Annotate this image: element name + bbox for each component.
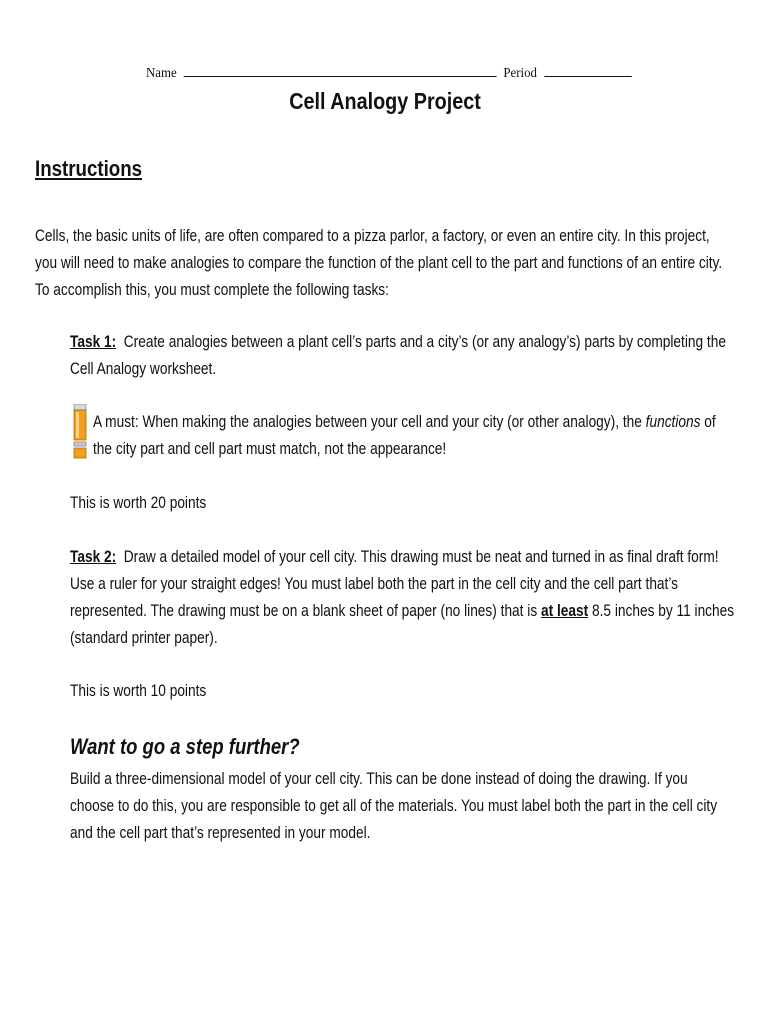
must-text-after: of the city part and cell part must match, not the appearance! (93, 413, 716, 458)
further-heading: Want to go a step further? (70, 734, 300, 759)
task2-paragraph (70, 544, 742, 652)
task2-text-after: 8.5 inches by 11 inches (standard printer paper). (70, 602, 735, 647)
instructions-heading: Instructions (35, 156, 143, 181)
task2-label: Task 2: (70, 548, 117, 566)
task2-points: This is worth 10 points (70, 682, 207, 700)
page-title: Cell Analogy Project (289, 88, 481, 114)
period-label: Period (503, 66, 537, 81)
intro-paragraph: Cells, the basic units of life, are often compared to a pizza parlor, a factory, or even an entire city. In this project, you will need to make analogies to compare the function of the plant cell to the part and functions of an entire city. To accomplish this, you must complete the following tasks: (35, 227, 723, 299)
name-period-line (146, 64, 631, 82)
task1-points: This is worth 20 points (70, 494, 207, 512)
must-note (93, 409, 732, 463)
task2-emphasis: at least (540, 602, 589, 620)
must-text-before: A must: When making the analogies between your cell and your city (or other analogy), the (93, 413, 646, 431)
task1-label: Task 1: (70, 333, 117, 351)
name-label: Name (146, 66, 177, 81)
task1-text: Create analogies between a plant cell’s parts and a city’s (or any analogy’s) parts by completing the Cell Analogy worksheet. (70, 333, 726, 378)
task1-paragraph (70, 329, 734, 383)
further-paragraph: Build a three-dimensional model of your cell city. This can be done instead of doing the drawing. If you choose to do this, you are responsible to get all of the materials. You must label both the part in the cell city and the cell part that’s represented in your model. (70, 770, 718, 842)
task2-text-before: Draw a detailed model of your cell city. This drawing must be neat and turned in as final draft form! Use a ruler for your straight edges! You must label both the part in the cell city and the cell part that’s represented. The drawing must be on a blank sheet of paper (no lines) that is (70, 548, 719, 620)
must-italic-word: functions (645, 413, 701, 431)
name-blank (184, 64, 497, 77)
pencil-icon (72, 404, 88, 460)
period-blank (544, 64, 631, 77)
